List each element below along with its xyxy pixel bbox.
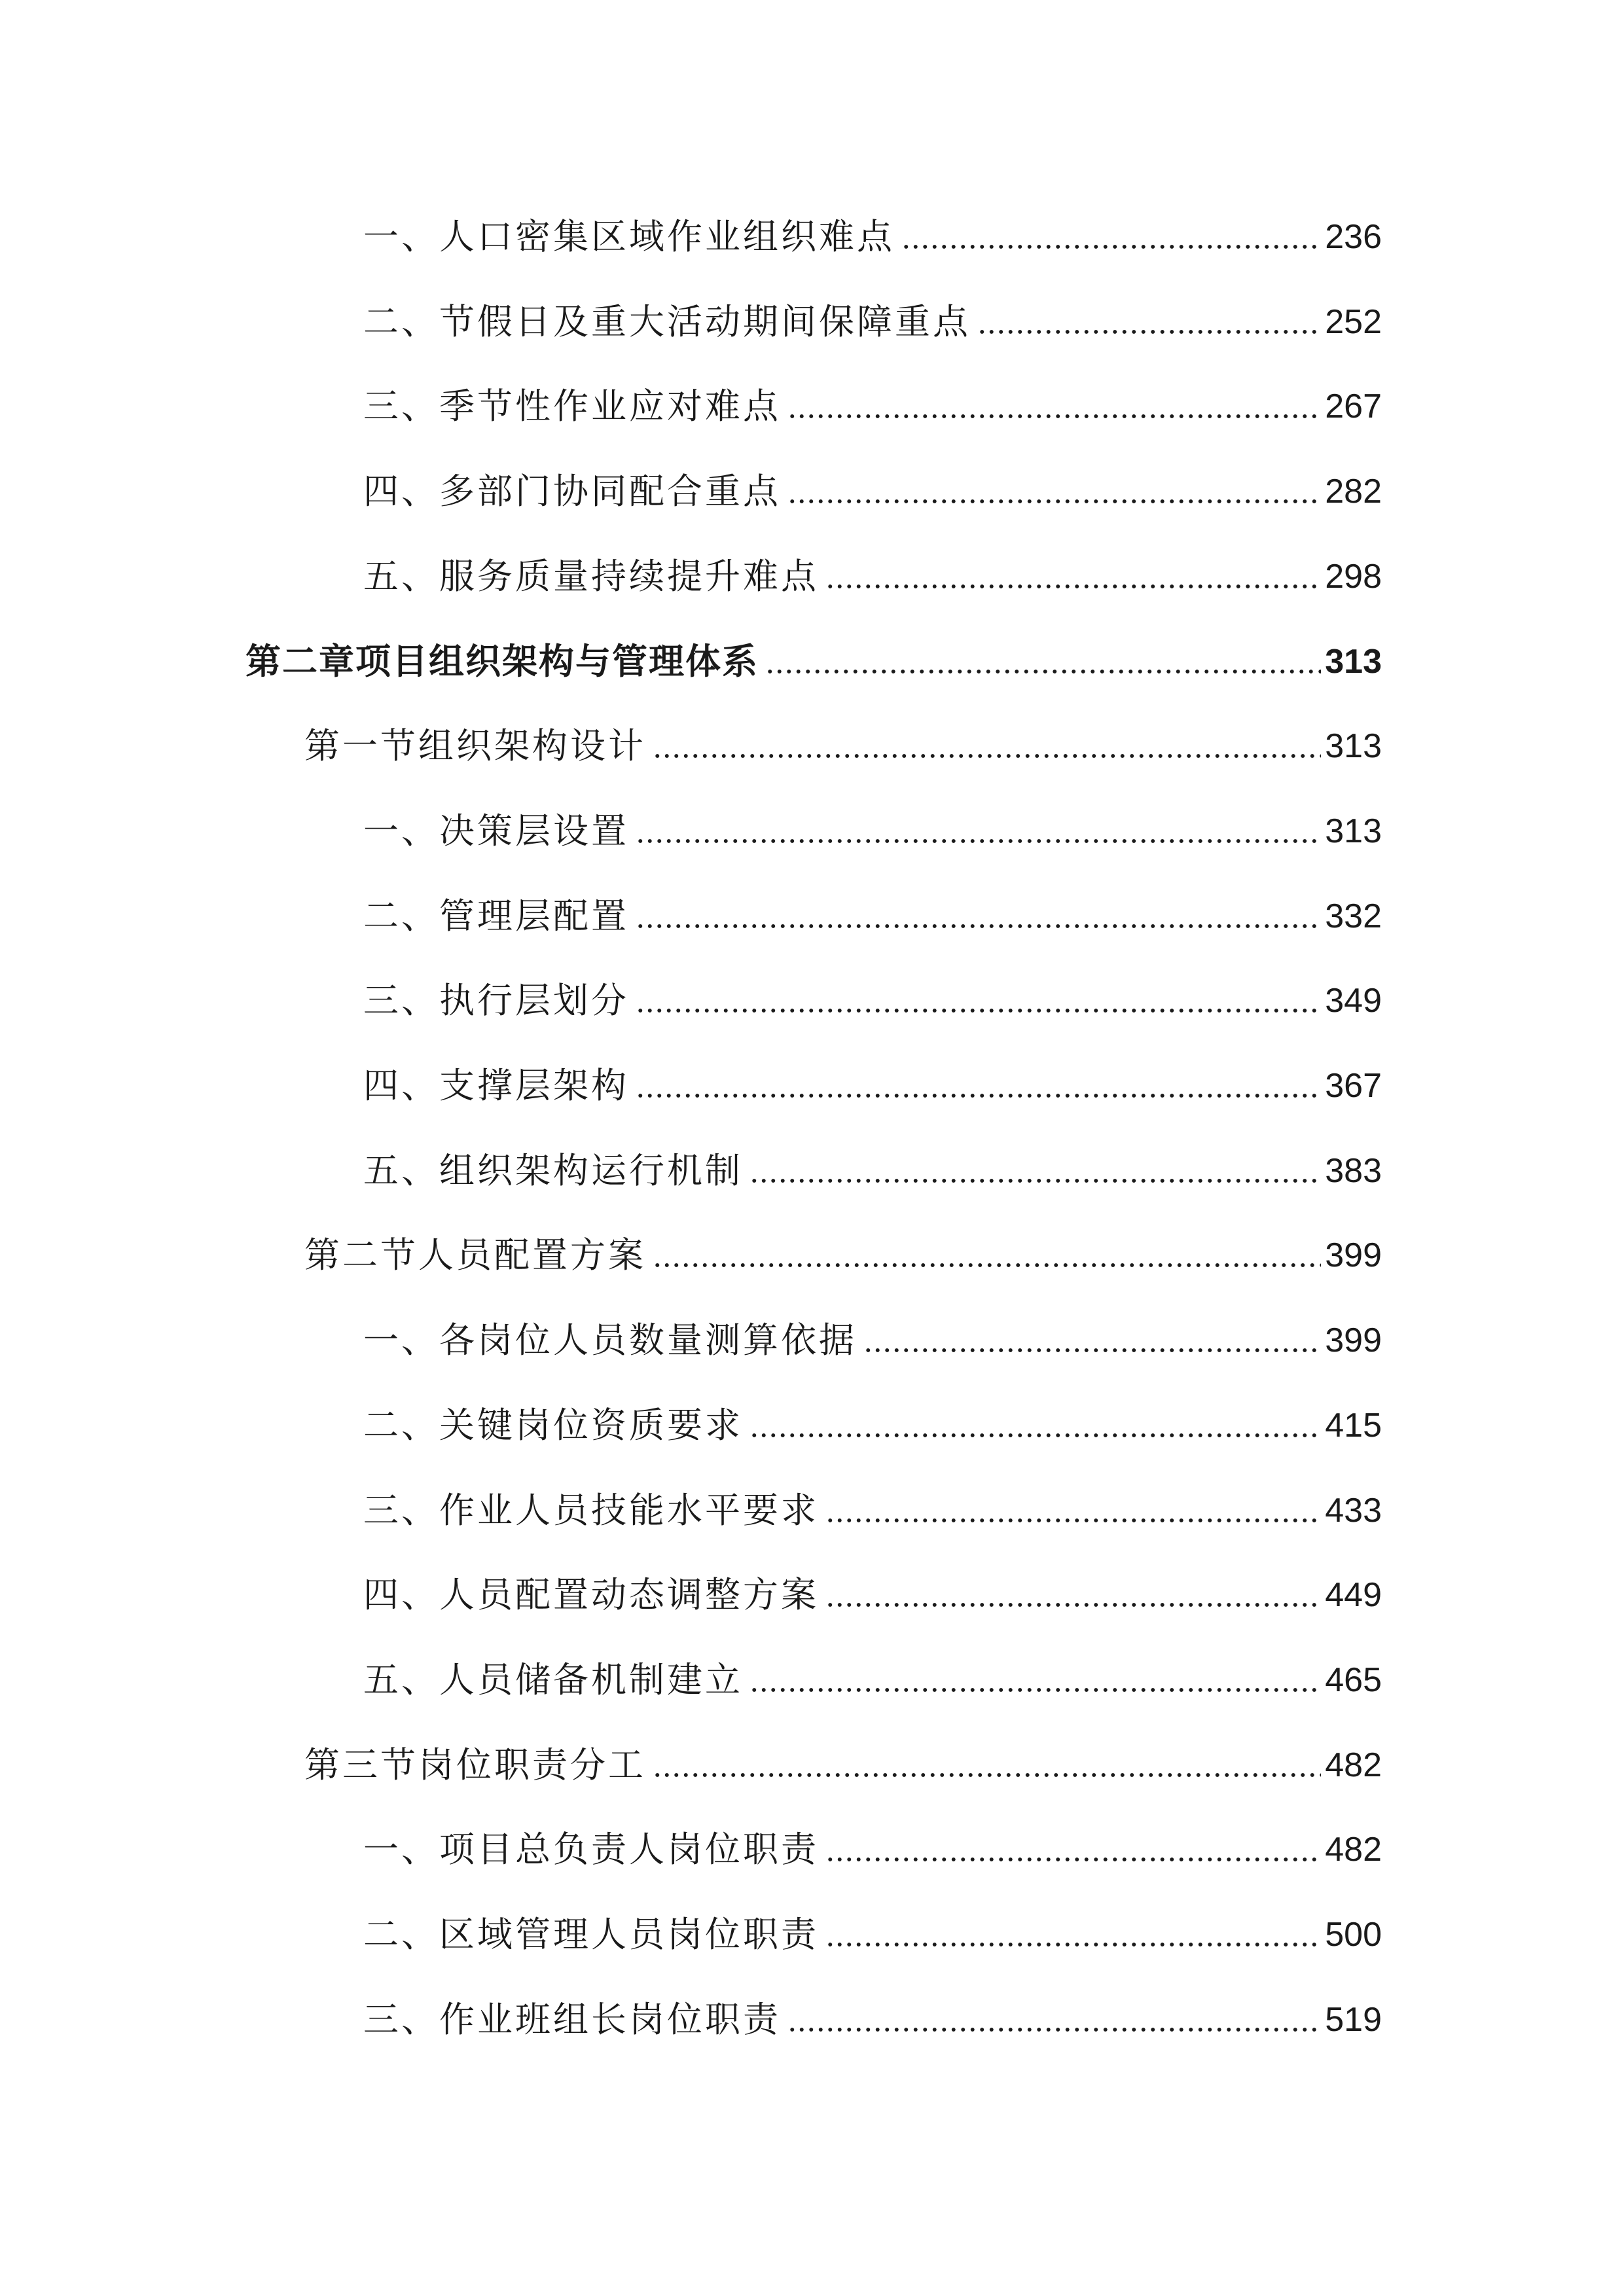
toc-entry[interactable]: [363, 464, 1382, 519]
dot-leader: [653, 1262, 1321, 1268]
toc-entry[interactable]: [363, 804, 1382, 859]
toc-entry-page-number: 399: [1325, 1236, 1382, 1275]
dot-leader: [977, 329, 1321, 335]
toc-entry[interactable]: [363, 1907, 1382, 1962]
toc-entry-page-number: 465: [1325, 1660, 1382, 1699]
toc-entry-title: 三、季节性作业应对难点: [363, 386, 781, 427]
toc-entry[interactable]: [363, 973, 1382, 1028]
dot-leader: [901, 243, 1321, 250]
dot-leader: [825, 1941, 1321, 1948]
dot-leader: [765, 668, 1321, 675]
toc-entry[interactable]: [245, 634, 1382, 689]
toc-entry[interactable]: [304, 1738, 1382, 1793]
toc-entry-page-number: 349: [1325, 982, 1382, 1020]
dot-leader: [825, 1602, 1321, 1608]
dot-leader: [825, 583, 1321, 590]
toc-entry[interactable]: [363, 1568, 1382, 1623]
toc-entry-page-number: 449: [1325, 1576, 1382, 1615]
toc-entry-page-number: 236: [1325, 218, 1382, 256]
toc-entry-page-number: 313: [1325, 642, 1382, 681]
dot-leader: [636, 838, 1321, 844]
toc-entry[interactable]: [363, 1143, 1382, 1198]
toc-entry-title: 三、执行层划分: [363, 980, 629, 1022]
toc-entry-page-number: 482: [1325, 1746, 1382, 1784]
dot-leader: [636, 923, 1321, 929]
dot-leader: [636, 1092, 1321, 1099]
toc-entry-title: 第二节人员配置方案: [304, 1234, 646, 1276]
toc-entry-page-number: 313: [1325, 812, 1382, 850]
dot-leader: [825, 1517, 1321, 1524]
toc-entry[interactable]: [363, 549, 1382, 604]
toc-entry-title: 二、管理层配置: [363, 895, 629, 937]
toc-entry-page-number: 519: [1325, 2000, 1382, 2039]
toc-entry-title: 一、人口密集区域作业组织难点: [363, 216, 895, 257]
dot-leader: [749, 1177, 1321, 1184]
dot-leader: [863, 1347, 1321, 1354]
toc-entry-page-number: 252: [1325, 302, 1382, 341]
toc-entry-title: 四、人员配置动态调整方案: [363, 1574, 819, 1616]
toc-entry[interactable]: [363, 1992, 1382, 2047]
toc-entry-title: 第三节岗位职责分工: [304, 1744, 646, 1785]
dot-leader: [749, 1432, 1321, 1439]
toc-entry[interactable]: [363, 1822, 1382, 1877]
toc-entry[interactable]: [304, 1228, 1382, 1283]
toc-entry-page-number: 415: [1325, 1406, 1382, 1444]
dot-leader: [787, 498, 1321, 505]
toc-entry-page-number: 332: [1325, 897, 1382, 935]
toc-entry-title: 第一节组织架构设计: [304, 725, 646, 767]
dot-leader: [636, 1007, 1321, 1014]
dot-leader: [787, 2026, 1321, 2033]
toc-entry-page-number: 433: [1325, 1491, 1382, 1530]
dot-leader: [749, 1687, 1321, 1693]
dot-leader: [653, 753, 1321, 759]
dot-leader: [787, 413, 1321, 420]
dot-leader: [653, 1772, 1321, 1778]
toc-entry-title: 二、节假日及重大活动期间保障重点: [363, 300, 971, 342]
toc-entry-title: 四、支撑层架构: [363, 1065, 629, 1106]
toc-entry-title: 五、人员储备机制建立: [363, 1659, 743, 1700]
toc-entry-page-number: 298: [1325, 557, 1382, 596]
toc-entry-title: 三、作业班组长岗位职责: [363, 1998, 781, 2040]
toc-entry[interactable]: [304, 719, 1382, 774]
toc-entry-page-number: 367: [1325, 1067, 1382, 1105]
toc-entry-page-number: 267: [1325, 387, 1382, 426]
toc-entry-page-number: 482: [1325, 1831, 1382, 1869]
toc-entry-title: 一、项目总负责人岗位职责: [363, 1829, 819, 1871]
toc-entry-title: 三、作业人员技能水平要求: [363, 1489, 819, 1531]
toc-entry[interactable]: [363, 1313, 1382, 1368]
toc-entry-title: 一、各岗位人员数量测算依据: [363, 1319, 857, 1361]
toc-entry[interactable]: [363, 1398, 1382, 1453]
toc-entry-page-number: 399: [1325, 1321, 1382, 1360]
dot-leader: [825, 1856, 1321, 1863]
toc-entry[interactable]: [363, 1483, 1382, 1538]
toc-entry-page-number: 500: [1325, 1916, 1382, 1954]
toc-entry-title: 四、多部门协同配合重点: [363, 471, 781, 512]
toc-entry-page-number: 383: [1325, 1151, 1382, 1190]
toc-entry[interactable]: [363, 889, 1382, 944]
toc-entry[interactable]: [363, 295, 1382, 350]
toc-entry[interactable]: [363, 379, 1382, 434]
toc-entry-title: 一、决策层设置: [363, 810, 629, 852]
toc-entry-page-number: 282: [1325, 473, 1382, 511]
toc-entry[interactable]: [363, 209, 1382, 264]
toc-entry-title: 二、关键岗位资质要求: [363, 1404, 743, 1446]
toc-entry-title: 第二章项目组织架构与管理体系: [245, 640, 759, 682]
toc-entry[interactable]: [363, 1653, 1382, 1708]
toc-entry-title: 五、服务质量持续提升难点: [363, 555, 819, 597]
toc-entry[interactable]: [363, 1058, 1382, 1113]
toc-entry-page-number: 313: [1325, 727, 1382, 766]
toc-entry-title: 二、区域管理人员岗位职责: [363, 1914, 819, 1955]
toc-entry-title: 五、组织架构运行机制: [363, 1149, 743, 1191]
